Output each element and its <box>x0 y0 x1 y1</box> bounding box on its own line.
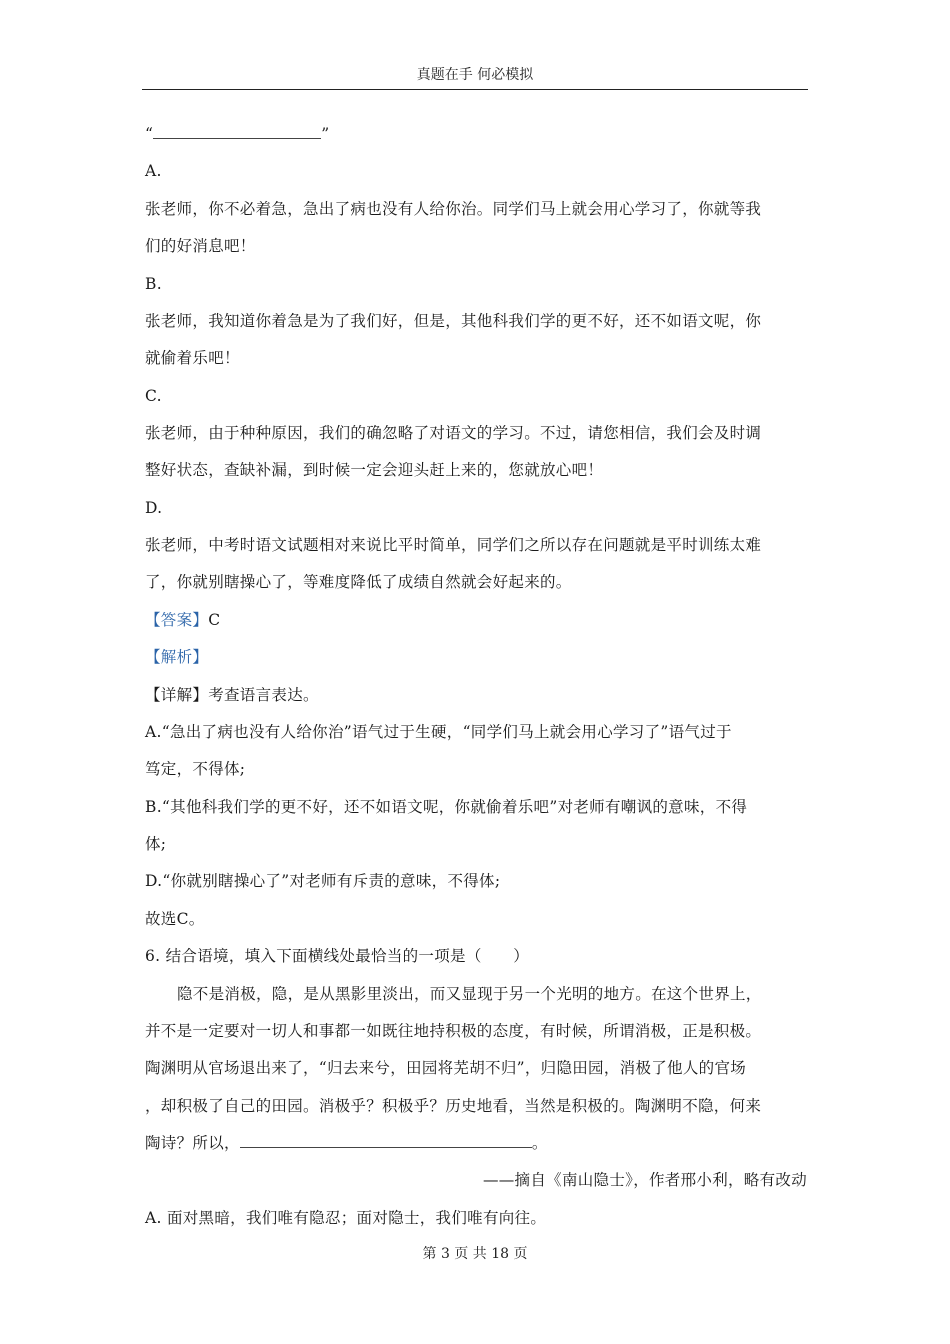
option-c-label: C. <box>145 387 162 405</box>
passage-fill-blank <box>240 1133 532 1148</box>
option-a-line-2: 们的好消息吧！ <box>145 237 256 255</box>
detail-tag: 【详解】 <box>145 686 209 704</box>
explain-line-1: A.“急出了病也没有人给你治”语气过于生硬，“同学们马上就会用心学习了”语气过于 <box>145 723 732 741</box>
header-divider <box>142 89 808 90</box>
passage-source: ——摘自《南山隐士》，作者邢小利，略有改动 <box>482 1171 807 1189</box>
option-d-label: D. <box>145 499 163 517</box>
question-6-option-a: A. 面对黑暗，我们唯有隐忍；面对隐士，我们唯有向往。 <box>145 1209 547 1227</box>
analysis-tag: 【解析】 <box>145 648 209 666</box>
detail-row <box>145 685 319 705</box>
page-number: 第 3 页 共 18 页 <box>422 1246 528 1262</box>
explain-line-4: 体; <box>145 835 167 853</box>
explain-line-3: B.“其他科我们学的更不好，还不如语文呢，你就偷着乐吧”对老师有嘲讽的意味，不得 <box>145 798 748 816</box>
option-d-line-1: 张老师，中考时语文试题相对来说比平时简单，同学们之所以存在问题就是平时训练太难 <box>145 536 762 554</box>
fill-blank <box>153 124 321 139</box>
quote-open: “ <box>145 125 154 143</box>
option-c-line-1: 张老师，由于种种原因，我们的确忽略了对语文的学习。不过，请您相信，我们会及时调 <box>145 424 762 442</box>
answer-value: C <box>208 611 221 629</box>
option-a-label: A. <box>145 162 162 180</box>
option-b-label: B. <box>145 275 162 293</box>
page-header: 真题在手 何必模拟 <box>416 67 534 83</box>
quote-close: ” <box>321 125 330 143</box>
answer-row <box>145 610 220 630</box>
blank-prefix: 陶诗？所以， <box>145 1134 240 1152</box>
option-b-line-2: 就偷着乐吧！ <box>145 349 240 367</box>
option-b-line-1: 张老师，我知道你着急是为了我们好，但是，其他科我们学的更不好，还不如语文呢，你 <box>145 312 762 330</box>
option-d-line-2: 了，你就别瞎操心了，等难度降低了成绩自然就会好起来的。 <box>145 573 572 591</box>
passage-line-3: 陶渊明从官场退出来了，“归去来兮，田园将芜胡不归”，归隐田园，消极了他人的官场 <box>145 1059 747 1077</box>
answer-tag: 【答案】 <box>145 611 209 629</box>
explain-line-6: 故选C。 <box>145 910 205 928</box>
option-a-line-1: 张老师，你不必着急，急出了病也没有人给你治。同学们马上就会用心学习了，你就等我 <box>145 200 762 218</box>
blank-suffix: 。 <box>531 1134 548 1152</box>
detail-text: 考查语言表达。 <box>208 686 319 704</box>
passage-line-2: 并不是一定要对一切人和事都一如既往地持积极的态度，有时候，所谓消极，正是积极。 <box>145 1022 762 1040</box>
answer-blank-line <box>145 124 329 144</box>
passage-blank-line <box>145 1133 548 1153</box>
question-6-stem: 6. 结合语境，填入下面横线处最恰当的一项是（ ） <box>145 947 530 965</box>
explain-line-5: D.“你就别瞎操心了”对老师有斥责的意味，不得体; <box>145 872 501 890</box>
passage-line-4: ，却积极了自己的田园。消极乎？积极乎？历史地看，当然是积极的。陶渊明不隐，何来 <box>145 1097 762 1115</box>
passage-line-1: 隐不是消极，隐，是从黑影里淡出，而又显现于另一个光明的地方。在这个世界上， <box>177 985 762 1003</box>
option-c-line-2: 整好状态，查缺补漏，到时候一定会迎头赶上来的，您就放心吧！ <box>145 461 604 479</box>
explain-line-2: 笃定，不得体; <box>145 760 246 778</box>
